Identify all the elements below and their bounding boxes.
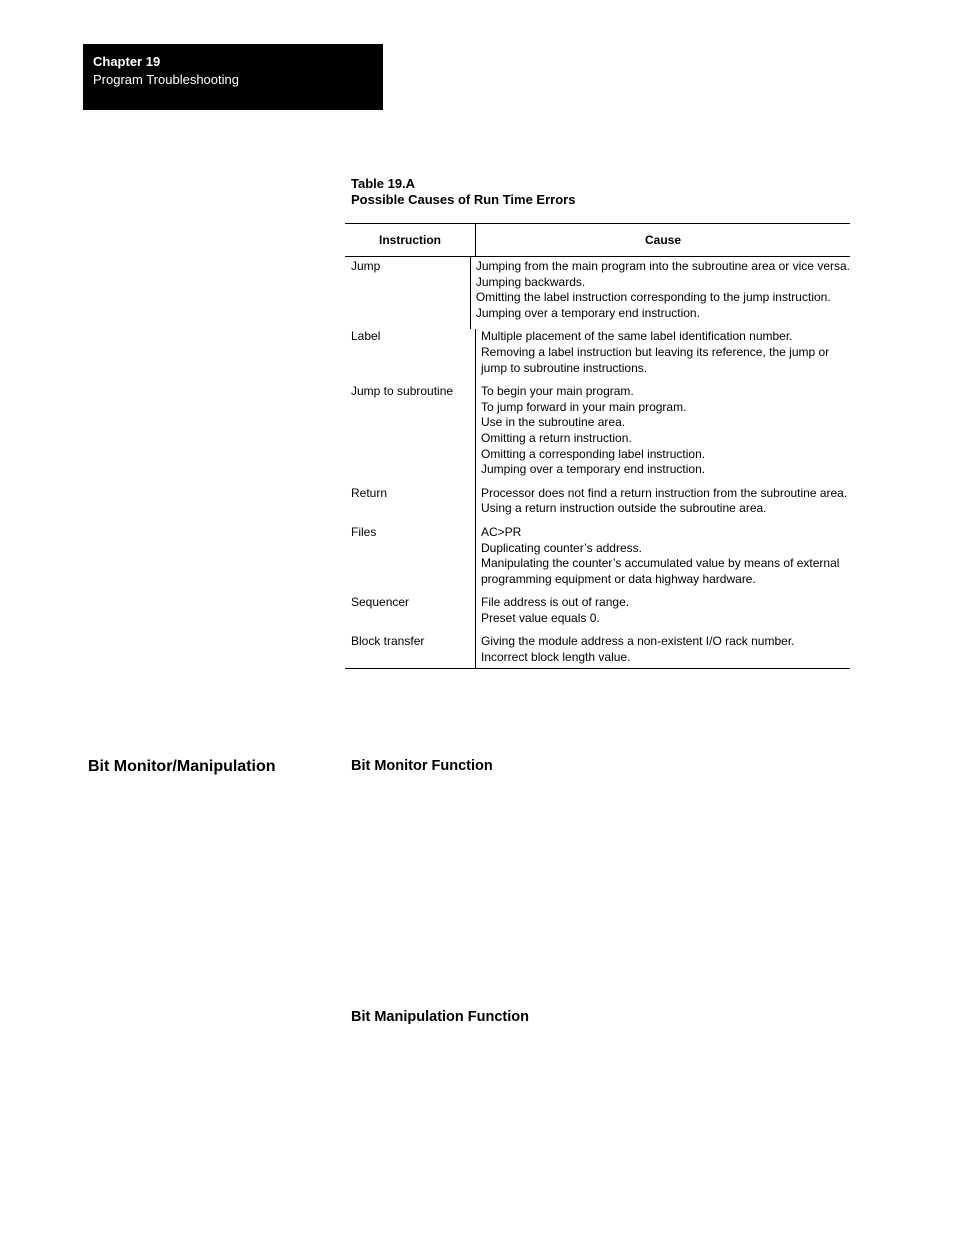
table-header-row [345, 224, 850, 257]
table-row [345, 525, 850, 595]
table-row [345, 595, 850, 634]
instruction-cell: Label [345, 329, 476, 384]
cause-cell [476, 525, 850, 595]
cause-line: To begin your main program. [481, 384, 634, 399]
instruction-cell: Jump to subroutine [345, 384, 476, 486]
cause-line: Preset value equals 0. [481, 610, 600, 625]
cause-line: Duplicating counter’s address. [481, 540, 642, 555]
table-caption [351, 176, 575, 208]
cause-line: File address is out of range. [481, 595, 630, 610]
cause-line: Jumping over a temporary end instruction. [475, 305, 700, 320]
cause-line: Incorrect block length value. [481, 650, 631, 665]
subheading-bit-monitor: Bit Monitor Function [351, 758, 493, 774]
cause-cell [476, 595, 850, 634]
cause-line: Jumping from the main program into the subroutine area or vice versa. [475, 259, 850, 273]
table-number: Table 19.A [351, 176, 416, 191]
subheading-bit-manipulation: Bit Manipulation Function [351, 1009, 530, 1025]
chapter-header-block [83, 44, 383, 110]
cause-line: Multiple placement of the same label identification number. [481, 329, 793, 344]
instruction-cell: Jump [345, 257, 471, 329]
table-row [345, 257, 850, 329]
table-title: Possible Causes of Run Time Errors [351, 192, 576, 207]
table-row [345, 634, 850, 667]
cause-line: Use in the subroutine area. [481, 415, 626, 430]
cause-cell [476, 384, 850, 486]
instruction-cell: Return [345, 486, 476, 525]
cause-line: Giving the module address a non-existent I/O rack number. [481, 634, 795, 649]
cause-line: Removing a label instruction but leaving its reference, the jump or [481, 344, 830, 359]
column-header-cause: Cause [644, 233, 682, 247]
cause-cell [476, 486, 850, 525]
chapter-number: Chapter 19 [93, 54, 161, 69]
cause-line: Omitting a return instruction. [481, 430, 632, 445]
cause-cell [476, 634, 850, 667]
cause-line: Omitting the label instruction corresponding to the jump instruction. [475, 290, 831, 305]
table-row [345, 384, 850, 486]
cause-line: To jump forward in your main program. [481, 399, 687, 414]
instruction-cell: Sequencer [345, 595, 476, 634]
instruction-cell: Files [345, 525, 476, 595]
instruction-cell: Block transfer [345, 634, 476, 667]
table-row [345, 329, 850, 384]
cause-line: Jumping backwards. [475, 274, 586, 289]
run-time-errors-table [345, 223, 850, 669]
table-row [345, 486, 850, 525]
column-header-instruction: Instruction [345, 224, 476, 256]
cause-line: Processor does not find a return instruction from the subroutine area. [481, 485, 848, 500]
cause-line: Jumping over a temporary end instruction. [481, 462, 706, 477]
cause-line: Using a return instruction outside the subroutine area. [481, 501, 767, 516]
chapter-title: Program Troubleshooting [93, 72, 239, 87]
cause-cell [471, 257, 850, 329]
cause-line: Omitting a corresponding label instruction. [481, 446, 706, 461]
cause-line: jump to subroutine instructions. [481, 360, 648, 375]
cause-line: programming equipment or data highway hardware. [481, 571, 756, 586]
section-heading: Bit Monitor/Manipulation [88, 758, 276, 775]
cause-cell [476, 329, 850, 384]
cause-line: Manipulating the counter’s accumulated value by means of external [481, 556, 840, 571]
table-body [345, 257, 850, 668]
cause-line: AC>PR [481, 524, 522, 539]
